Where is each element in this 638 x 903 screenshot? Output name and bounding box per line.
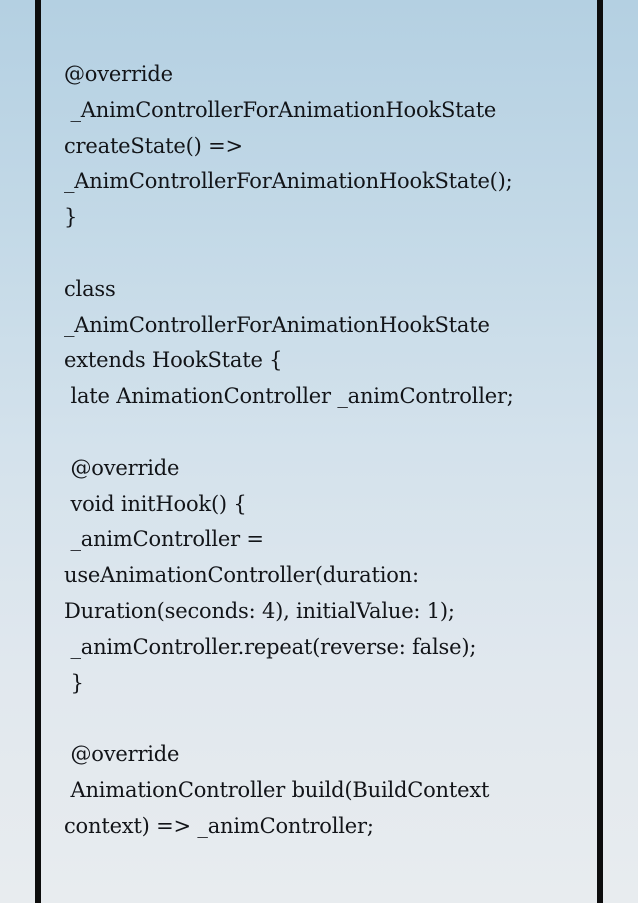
code-line: _animController = xyxy=(64,527,264,552)
code-line: AnimationController build(BuildContext xyxy=(64,777,490,802)
blank-line xyxy=(64,236,589,272)
code-line: late AnimationController _animController; xyxy=(64,384,514,409)
code-line: } xyxy=(64,670,84,695)
code-line: @override xyxy=(64,455,180,480)
code-line: extends HookState { xyxy=(64,348,283,373)
code-line: Duration(seconds: 4), initialValue: 1); xyxy=(64,598,455,623)
code-line: _animController.repeat(reverse: false); xyxy=(64,634,477,659)
code-block xyxy=(64,57,589,845)
code-line: } xyxy=(64,205,78,230)
code-line: context) => _animController; xyxy=(64,813,374,838)
right-frame-border xyxy=(597,0,603,903)
code-line: _AnimControllerForAnimationHookState xyxy=(64,312,490,337)
blank-line xyxy=(64,415,589,451)
blank-line xyxy=(64,701,589,737)
left-frame-border xyxy=(35,0,41,903)
code-line: createState() => xyxy=(64,133,243,158)
code-line: @override xyxy=(64,742,180,767)
code-line: void initHook() { xyxy=(64,491,247,516)
code-line: @override xyxy=(64,62,173,86)
code-line: _AnimControllerForAnimationHookState(); xyxy=(64,169,513,194)
code-line: _AnimControllerForAnimationHookState xyxy=(64,97,497,122)
code-line: class xyxy=(64,276,116,301)
code-line: useAnimationController(duration: xyxy=(64,563,419,588)
